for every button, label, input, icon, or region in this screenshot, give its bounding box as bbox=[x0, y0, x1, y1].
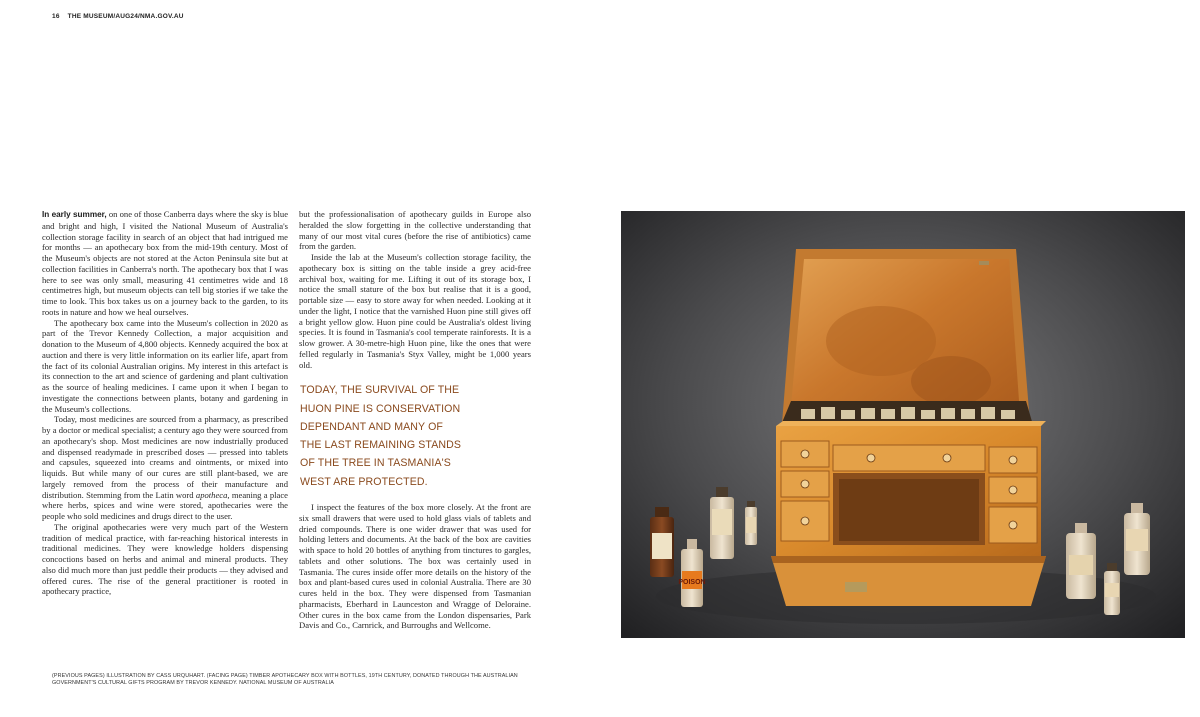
paragraph-3 bbox=[42, 414, 288, 522]
bottle-right-2 bbox=[1124, 503, 1150, 575]
article-column-right bbox=[299, 209, 531, 631]
caption-line-1: (PREVIOUS PAGES) ILLUSTRATION BY CASS URQUHART. (FACING PAGE) TIMBER APOTHECARY BOX WITH BOTTLES, 19TH CENTURY, DONATED THROUGH THE AUSTRALIAN bbox=[52, 673, 518, 679]
paragraph-6: Inside the lab at the Museum's collection storage facility, the apothecary box is sitting on the table inside a grey acid-free archival box, waiting for me. Lifting it out of its storage box, I notice the small stature of the box but realise that it is a good, portable size — easy to store away for when needed. Looking at it under the light, I notice that the varnished Huon pine still gives off a bright yellow glow. Huon pine could be Australia's oldest living species. It is found in Tasmania's cool temperate rainforests. It is a slow grower. A 30-metre-high Huon pine, like the ones that were felled regularly in Tasmania's Styx Valley, might be 1,000 years old. bbox=[299, 252, 531, 370]
bottle-clear-tall bbox=[710, 487, 734, 559]
running-head bbox=[52, 13, 184, 20]
pull-quote-line: THE LAST REMAINING STANDS bbox=[300, 439, 462, 452]
bottle-right-1 bbox=[1066, 523, 1096, 599]
running-title: THE MUSEUM/AUG24/NMA.GOV.AU bbox=[67, 13, 184, 20]
paragraph-7: I inspect the features of the box more closely. At the front are six small drawers that were used to hold glass vials of tablets and dried compounds. There is one wider drawer that was used for holding letters and documents. At the back of the box are cavities with space to hold 20 bottles of anything from tinctures to gargles, tablets and other solutions. The box was certainly used in Tasmania. The cures inside offer more details on the history of the box and plant-based cures used in colonial Australia. There are 30 cures held in the box. They were dispensed from Tasmanian pharmacists, Eberhard in Launceston and Wragge of Deloraine. Other cures in the box came from the London dispensaries, Park Davis and Co., Carnrick, and Burroughs and Wellcome. bbox=[299, 502, 531, 631]
bottle-thin bbox=[745, 501, 757, 545]
pull-quote-line: WEST ARE PROTECTED. bbox=[300, 475, 428, 488]
pull-quote-line: DEPENDANT AND MANY OF bbox=[300, 420, 443, 433]
page-number: 16 bbox=[52, 13, 60, 20]
italic-word: apotheca bbox=[195, 489, 228, 500]
pull-quote-line: OF THE TREE IN TASMANIA'S bbox=[300, 457, 451, 470]
paragraph-3-text: Today, most medicines are sourced from a pharmacy, as prescribed by a doctor or medical specialist; a century ago they were sourced from an apothecary's shop. Most medicines are now industrially produced and dispensed readymade in prescribed doses — pressed into tablets and capsules, squeezed into creams and ointments, or mixed into liquids. But while many of our cures are still plant-based, we are largely removed from the process of their manufacture and distribution. Stemming from the Latin word bbox=[42, 414, 288, 500]
paragraph-2: The apothecary box came into the Museum's collection in 2020 as part of the Trevor Kennedy Collection, a major acquisition and donation to the Museum of 4,800 objects. Kennedy acquired the box at auction and there is very little information on its earlier life, apart from the fact of its colonial Australian origins. My interest in this artefact is its connection to the art and science of gardening and plant cultivation as the source of healing medicines. I came upon it when I began to investigate the connections between plants, botany and gardening in the Museum's collections. bbox=[42, 317, 288, 414]
apothecary-box-photo bbox=[621, 211, 1185, 638]
front-flap bbox=[771, 556, 1046, 606]
paragraph-4: The original apothecaries were very much part of the Western tradition of medical practice, with far-reaching historical interests in traditional medicines. They were knowledge holders dispensing concoctions based on herbs and animal and mineral products. They also did much more than just peddle their products — they advised and offered cures. The rise of the general practitioner is rooted in apothecary practice, bbox=[42, 521, 288, 597]
paragraph-5: but the professionalisation of apothecary guilds in Europe also heralded the slow forgetting in the collective understanding that many of our most vital cures (before the rise of antibiotics) came from the garden. bbox=[299, 209, 531, 252]
article-column-left bbox=[42, 209, 288, 597]
paragraph-3-end: , meaning a place where herbs, spices and wine were stored, apothecaries were the people who sold medicines and drugs direct to the user. bbox=[42, 489, 288, 521]
pull-quote-line: HUON PINE IS CONSERVATION bbox=[300, 402, 461, 415]
pull-quote bbox=[300, 381, 531, 491]
paragraph-1-text: on one of those Canberra days where the sky is blue and bright and high, I visited the National Museum of Australia's collection storage facility in search of an object that had intrigued me for months — an apothecary box from the mid-19th century. Most of the Museum's objects are not stored at the Acton Peninsula site but at collection facilities in Canberra's north. The apothecary box that I was here to see was only small, measuring 41 centimetres wide and 18 centimetres high, but museum objects can tell big stories if we take the time to look. This box takes us on a journey back to the garden, to its roots in nature and how we heal ourselves. bbox=[42, 209, 289, 317]
paragraph-1 bbox=[42, 209, 288, 318]
caption-line-2: GOVERNMENT'S CULTURAL GIFTS PROGRAM BY TREVOR KENNEDY. NATIONAL MUSEUM OF AUSTRALIA bbox=[52, 680, 334, 687]
photo-caption bbox=[52, 673, 552, 688]
lead-in: In early summer, bbox=[42, 210, 107, 219]
box-body bbox=[776, 421, 1046, 556]
poison-label: POISON bbox=[678, 579, 706, 586]
bottle-brown bbox=[650, 507, 674, 577]
pull-quote-line: TODAY, THE SURVIVAL OF THE bbox=[300, 384, 460, 397]
